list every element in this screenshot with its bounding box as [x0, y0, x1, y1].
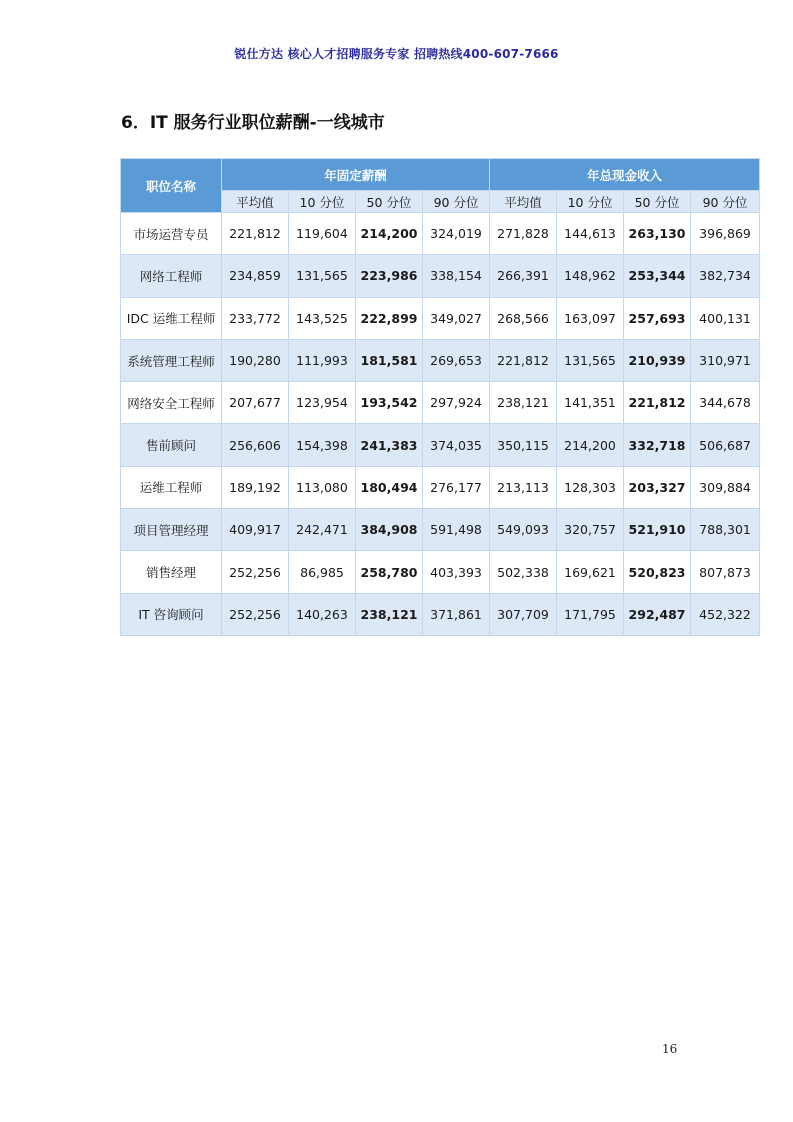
value-cell: 297,924	[423, 382, 490, 424]
position-name-cell: 运维工程师	[121, 466, 222, 508]
value-cell: 309,884	[691, 466, 760, 508]
table-row	[121, 551, 760, 593]
table-row	[121, 424, 760, 466]
table-row	[121, 213, 760, 255]
position-name-cell: 网络工程师	[121, 255, 222, 297]
value-cell: 400,131	[691, 297, 760, 339]
position-name-cell: IDC 运维工程师	[121, 297, 222, 339]
value-cell: 144,613	[557, 213, 624, 255]
value-cell: 171,795	[557, 593, 624, 635]
table-row	[121, 466, 760, 508]
value-cell: 276,177	[423, 466, 490, 508]
value-cell: 234,859	[222, 255, 289, 297]
value-cell: 141,351	[557, 382, 624, 424]
subheader-p90: 90 分位	[691, 191, 760, 213]
annual-total-cash-header: 年总现金收入	[490, 159, 760, 191]
value-cell: 506,687	[691, 424, 760, 466]
value-cell: 338,154	[423, 255, 490, 297]
value-cell: 349,027	[423, 297, 490, 339]
value-cell: 123,954	[289, 382, 356, 424]
value-cell: 242,471	[289, 509, 356, 551]
value-cell: 256,606	[222, 424, 289, 466]
value-cell: 253,344	[624, 255, 691, 297]
value-cell: 307,709	[490, 593, 557, 635]
value-cell: 384,908	[356, 509, 423, 551]
value-cell: 344,678	[691, 382, 760, 424]
value-cell: 181,581	[356, 339, 423, 381]
table-row	[121, 509, 760, 551]
subheader-p50: 50 分位	[624, 191, 691, 213]
value-cell: 591,498	[423, 509, 490, 551]
value-cell: 131,565	[289, 255, 356, 297]
value-cell: 86,985	[289, 551, 356, 593]
position-name-cell: 销售经理	[121, 551, 222, 593]
page-header: 锐仕方达 核心人才招聘服务专家 招聘热线400-607-7666	[234, 47, 559, 61]
value-cell: 214,200	[356, 213, 423, 255]
value-cell: 221,812	[490, 339, 557, 381]
salary-table	[120, 158, 760, 636]
value-cell: 520,823	[624, 551, 691, 593]
position-name-cell: 市场运营专员	[121, 213, 222, 255]
value-cell: 148,962	[557, 255, 624, 297]
subheader-p50: 50 分位	[356, 191, 423, 213]
value-cell: 119,604	[289, 213, 356, 255]
page-number: 16	[662, 1042, 678, 1056]
subheader-average: 平均值	[490, 191, 557, 213]
value-cell: 143,525	[289, 297, 356, 339]
value-cell: 189,192	[222, 466, 289, 508]
value-cell: 258,780	[356, 551, 423, 593]
position-name-cell: 系统管理工程师	[121, 339, 222, 381]
subheader-average: 平均值	[222, 191, 289, 213]
value-cell: 180,494	[356, 466, 423, 508]
value-cell: 222,899	[356, 297, 423, 339]
table-row	[121, 339, 760, 381]
value-cell: 131,565	[557, 339, 624, 381]
value-cell: 214,200	[557, 424, 624, 466]
value-cell: 396,869	[691, 213, 760, 255]
value-cell: 257,693	[624, 297, 691, 339]
value-cell: 128,303	[557, 466, 624, 508]
position-name-cell: 网络安全工程师	[121, 382, 222, 424]
value-cell: 807,873	[691, 551, 760, 593]
value-cell: 549,093	[490, 509, 557, 551]
value-cell: 113,080	[289, 466, 356, 508]
value-cell: 238,121	[490, 382, 557, 424]
subheader-p10: 10 分位	[557, 191, 624, 213]
subheader-p10: 10 分位	[289, 191, 356, 213]
value-cell: 213,113	[490, 466, 557, 508]
position-name-header: 职位名称	[121, 159, 222, 213]
value-cell: 371,861	[423, 593, 490, 635]
value-cell: 193,542	[356, 382, 423, 424]
value-cell: 241,383	[356, 424, 423, 466]
position-name-cell: IT 咨询顾问	[121, 593, 222, 635]
subheader-p90: 90 分位	[423, 191, 490, 213]
value-cell: 221,812	[624, 382, 691, 424]
annual-fixed-salary-header: 年固定薪酬	[222, 159, 490, 191]
table-row	[121, 382, 760, 424]
value-cell: 252,256	[222, 593, 289, 635]
value-cell: 502,338	[490, 551, 557, 593]
value-cell: 111,993	[289, 339, 356, 381]
value-cell: 521,910	[624, 509, 691, 551]
value-cell: 154,398	[289, 424, 356, 466]
value-cell: 382,734	[691, 255, 760, 297]
value-cell: 320,757	[557, 509, 624, 551]
position-name-cell: 售前顾问	[121, 424, 222, 466]
value-cell: 452,322	[691, 593, 760, 635]
value-cell: 374,035	[423, 424, 490, 466]
value-cell: 140,263	[289, 593, 356, 635]
value-cell: 269,653	[423, 339, 490, 381]
value-cell: 271,828	[490, 213, 557, 255]
value-cell: 221,812	[222, 213, 289, 255]
value-cell: 263,130	[624, 213, 691, 255]
value-cell: 268,566	[490, 297, 557, 339]
value-cell: 332,718	[624, 424, 691, 466]
value-cell: 266,391	[490, 255, 557, 297]
value-cell: 169,621	[557, 551, 624, 593]
section-title: 6．IT 服务行业职位薪酬-一线城市	[121, 113, 385, 133]
value-cell: 788,301	[691, 509, 760, 551]
position-name-cell: 项目管理经理	[121, 509, 222, 551]
value-cell: 233,772	[222, 297, 289, 339]
value-cell: 223,986	[356, 255, 423, 297]
salary-table-body	[121, 213, 760, 636]
value-cell: 238,121	[356, 593, 423, 635]
value-cell: 203,327	[624, 466, 691, 508]
value-cell: 350,115	[490, 424, 557, 466]
value-cell: 310,971	[691, 339, 760, 381]
table-row	[121, 255, 760, 297]
value-cell: 252,256	[222, 551, 289, 593]
value-cell: 207,677	[222, 382, 289, 424]
value-cell: 190,280	[222, 339, 289, 381]
value-cell: 403,393	[423, 551, 490, 593]
value-cell: 163,097	[557, 297, 624, 339]
value-cell: 210,939	[624, 339, 691, 381]
value-cell: 409,917	[222, 509, 289, 551]
value-cell: 324,019	[423, 213, 490, 255]
table-row	[121, 593, 760, 635]
value-cell: 292,487	[624, 593, 691, 635]
table-row	[121, 297, 760, 339]
